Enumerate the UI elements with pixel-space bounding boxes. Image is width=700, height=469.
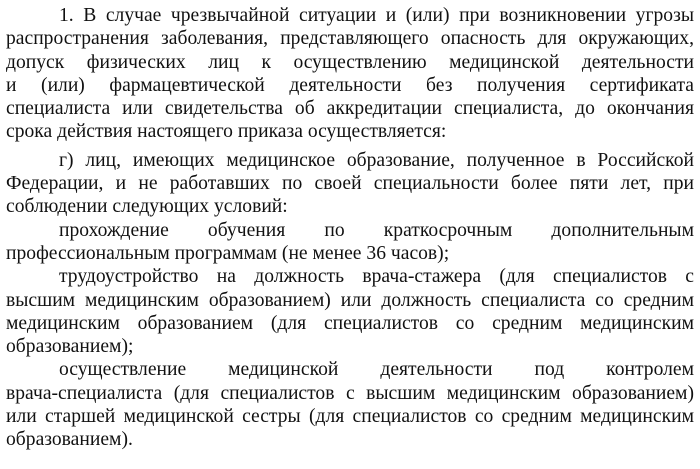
text-line: и (или) фармацевтической деятельности без получения сертификата (6, 74, 694, 96)
text-line: распространения заболевания, представляющего опасность для окружающих, (6, 28, 694, 50)
paragraph-subitem-g (6, 149, 694, 219)
text-line: образованием). (6, 429, 133, 451)
condition-training (6, 219, 694, 266)
text-line: соблюдении следующих условий: (6, 196, 288, 218)
text-line: образованием); (6, 336, 134, 358)
document-page (6, 4, 694, 452)
text-line: высшим медицинским образованием) или должность специалиста со средним (6, 289, 694, 311)
text-line: медицинским образованием (для специалистов со средним медицинским (6, 312, 694, 334)
text-line: Федерации, и не работавших по своей специальности более пяти лет, при (6, 173, 694, 195)
text-line: трудоустройство на должность врача-стажера (для специалистов с (59, 266, 694, 288)
text-line: или старшей медицинской сестры (для специалистов со средним медицинским (6, 406, 694, 428)
text-line: 1. В случае чрезвычайной ситуации и (или) при возникновении угрозы (59, 5, 694, 26)
text-line: врача-специалиста (для специалистов с высшим медицинским образованием) (6, 382, 694, 404)
text-line: профессиональным программам (не менее 36 часов); (6, 242, 450, 264)
text-line: осуществление медицинской деятельности под контролем (59, 359, 694, 381)
text-line: допуск физических лиц к осуществлению медицинской деятельности (6, 51, 694, 73)
text-line: прохождение обучения по краткосрочным дополнительным (59, 219, 694, 241)
condition-employment (6, 265, 694, 358)
paragraph-emergency-admission (6, 4, 694, 144)
condition-supervision (6, 358, 694, 451)
text-line: г) лиц, имеющих медицинское образование, полученное в Российской (59, 149, 694, 171)
text-line: специалиста или свидетельства об аккредитации специалиста, до окончания (6, 98, 694, 120)
text-line: срока действия настоящего приказа осуществляется: (6, 121, 447, 143)
